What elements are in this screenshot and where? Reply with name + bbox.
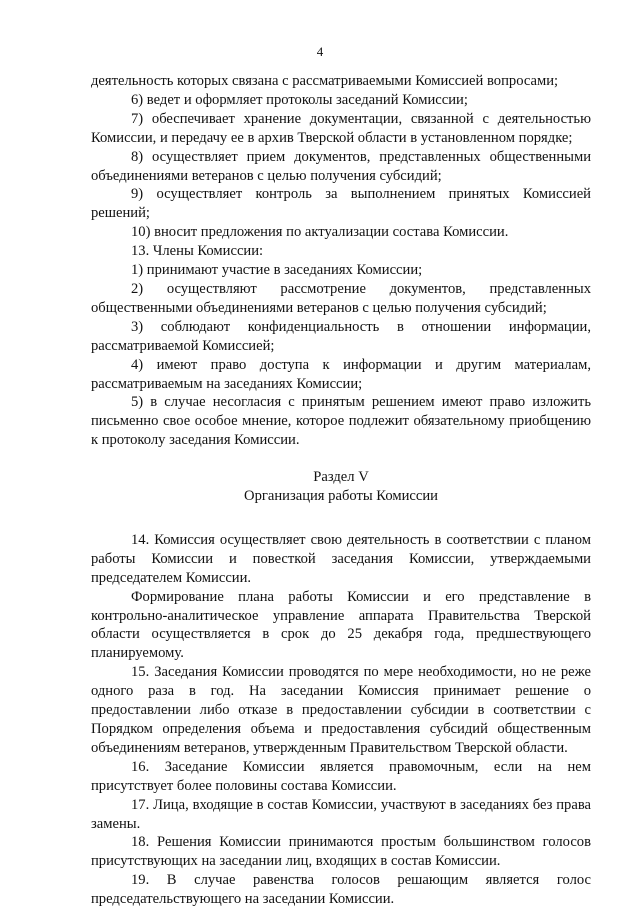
section-number: Раздел V: [313, 469, 369, 486]
list-item-8: 8) осуществляет прием документов, представленных общественными объединениями ветеранов с целью получения субсидий;: [91, 148, 591, 184]
clause-14: 14. Комиссия осуществляет свою деятельность в соответствии с планом работы Комиссии и повесткой заседания Комиссии, утверждаемыми председателем Комиссии.: [91, 531, 591, 586]
member-duty-2: 2) осуществляют рассмотрение документов, представленных общественными объединениями ветеранов с целью получения субсидий;: [91, 280, 591, 316]
list-item-10: 10) вносит предложения по актуализации состава Комиссии.: [131, 224, 509, 241]
clause-19: 19. В случае равенства голосов решающим является голос председательствующего на заседании Комиссии.: [91, 872, 591, 908]
clause-16: 16. Заседание Комиссии является правомочным, если на нем присутствует более половины состава Комиссии.: [91, 758, 591, 794]
member-duty-1: 1) принимают участие в заседаниях Комиссии;: [131, 262, 423, 279]
member-duty-4: 4) имеют право доступа к информации и другим материалам, рассматриваемым на заседаниях Комиссии;: [91, 356, 591, 392]
plan-formation-paragraph: Формирование плана работы Комиссии и его представление в контрольно-аналитическое управление аппарата Правительства Тверской области осуществляется в срок до 25 декабря года, предшествующего планируемому.: [91, 588, 591, 662]
section-title: Организация работы Комиссии: [244, 488, 438, 505]
page-number: 4: [316, 44, 324, 59]
list-item-9: 9) осуществляет контроль за выполнением принятых Комиссией решений;: [91, 186, 591, 222]
clause-13-heading: 13. Члены Комиссии:: [131, 243, 264, 260]
clause-18: 18. Решения Комиссии принимаются простым большинством голосов присутствующих на заседании лиц, входящих в состав Комиссии.: [91, 834, 591, 870]
clause-15: 15. Заседания Комиссии проводятся по мере необходимости, но не реже одного раза в год. На заседании Комиссия принимает решение о предоставлении либо отказе в предоставлении субсидии в соответствии с Порядком определения объема и предоставления субсидий общественным объединениям ветеранов, утвержденным Правительством Тверской области.: [91, 664, 591, 756]
member-duty-3: 3) соблюдают конфиденциальность в отношении информации, рассматриваемой Комиссией;: [91, 318, 591, 354]
member-duty-5: 5) в случае несогласия с принятым решением имеют право изложить письменно свое особое мнение, которое подлежит обязательному приобщению к протоколу заседания Комиссии.: [91, 394, 591, 449]
list-item-6: 6) ведет и оформляет протоколы заседаний Комиссии;: [131, 91, 468, 108]
paragraph-continuation: деятельность которых связана с рассматриваемыми Комиссией вопросами;: [91, 73, 559, 89]
clause-17: 17. Лица, входящие в состав Комиссии, участвуют в заседаниях без права замены.: [91, 796, 591, 832]
document-body: [91, 72, 591, 909]
list-item-7: 7) обеспечивает хранение документации, связанной с деятельностью Комиссии, и передачу ее в архив Тверской области в установленном порядке;: [91, 110, 591, 146]
